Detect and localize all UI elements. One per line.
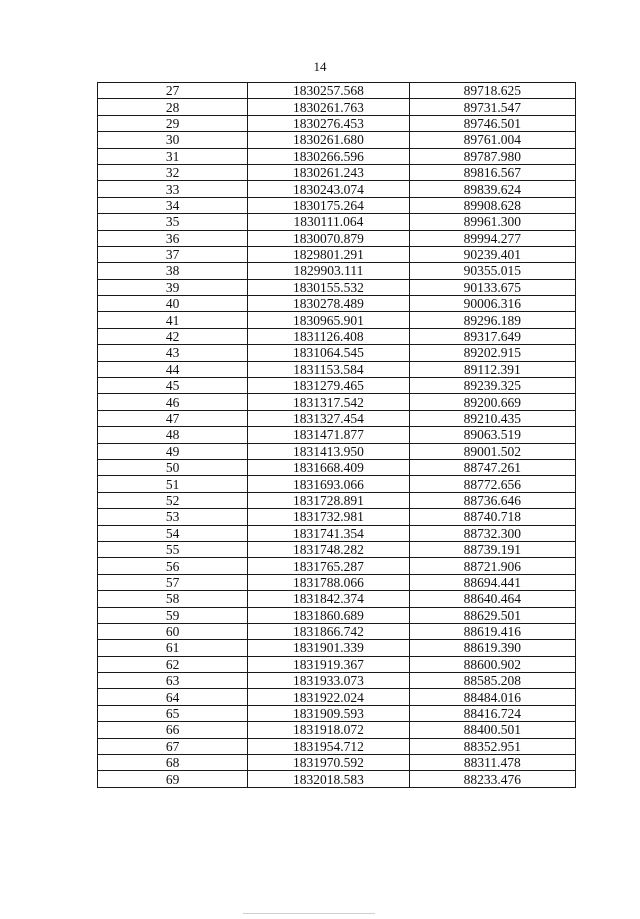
point-number-cell: 27 xyxy=(98,83,248,99)
x-coordinate-cell: 1831748.282 xyxy=(248,541,409,557)
x-coordinate-cell: 1831919.367 xyxy=(248,656,409,672)
point-number-cell: 63 xyxy=(98,673,248,689)
y-coordinate-cell: 88600.902 xyxy=(409,656,575,672)
point-number-cell: 55 xyxy=(98,541,248,557)
point-number-cell: 49 xyxy=(98,443,248,459)
y-coordinate-cell: 89317.649 xyxy=(409,328,575,344)
x-coordinate-cell: 1830965.901 xyxy=(248,312,409,328)
y-coordinate-cell: 89994.277 xyxy=(409,230,575,246)
y-coordinate-cell: 89961.300 xyxy=(409,214,575,230)
table-row xyxy=(98,443,576,459)
y-coordinate-cell: 89731.547 xyxy=(409,99,575,115)
point-number-cell: 59 xyxy=(98,607,248,623)
point-number-cell: 36 xyxy=(98,230,248,246)
point-number-cell: 51 xyxy=(98,476,248,492)
x-coordinate-cell: 1829903.111 xyxy=(248,263,409,279)
table-row xyxy=(98,394,576,410)
y-coordinate-cell: 88585.208 xyxy=(409,673,575,689)
table-row xyxy=(98,312,576,328)
x-coordinate-cell: 1831668.409 xyxy=(248,459,409,475)
y-coordinate-cell: 88629.501 xyxy=(409,607,575,623)
x-coordinate-cell: 1830257.568 xyxy=(248,83,409,99)
x-coordinate-cell: 1831317.542 xyxy=(248,394,409,410)
point-number-cell: 35 xyxy=(98,214,248,230)
table-row xyxy=(98,755,576,771)
y-coordinate-cell: 88640.464 xyxy=(409,591,575,607)
table-row xyxy=(98,296,576,312)
point-number-cell: 61 xyxy=(98,640,248,656)
y-coordinate-cell: 88311.478 xyxy=(409,755,575,771)
x-coordinate-cell: 1830111.064 xyxy=(248,214,409,230)
point-number-cell: 33 xyxy=(98,181,248,197)
table-row xyxy=(98,574,576,590)
point-number-cell: 37 xyxy=(98,246,248,262)
y-coordinate-cell: 89239.325 xyxy=(409,378,575,394)
table-row xyxy=(98,410,576,426)
y-coordinate-cell: 89001.502 xyxy=(409,443,575,459)
y-coordinate-cell: 88736.646 xyxy=(409,492,575,508)
table-row xyxy=(98,230,576,246)
table-row xyxy=(98,148,576,164)
point-number-cell: 58 xyxy=(98,591,248,607)
bottom-divider xyxy=(243,913,375,914)
table-row xyxy=(98,345,576,361)
table-row xyxy=(98,328,576,344)
point-number-cell: 52 xyxy=(98,492,248,508)
x-coordinate-cell: 1832018.583 xyxy=(248,771,409,787)
table-row xyxy=(98,361,576,377)
coordinates-table xyxy=(97,82,576,788)
y-coordinate-cell: 88484.016 xyxy=(409,689,575,705)
y-coordinate-cell: 88772.656 xyxy=(409,476,575,492)
x-coordinate-cell: 1831279.465 xyxy=(248,378,409,394)
table-row xyxy=(98,279,576,295)
y-coordinate-cell: 88400.501 xyxy=(409,722,575,738)
point-number-cell: 53 xyxy=(98,509,248,525)
y-coordinate-cell: 88352.951 xyxy=(409,738,575,754)
x-coordinate-cell: 1831471.877 xyxy=(248,427,409,443)
point-number-cell: 47 xyxy=(98,410,248,426)
x-coordinate-cell: 1830155.532 xyxy=(248,279,409,295)
x-coordinate-cell: 1831922.024 xyxy=(248,689,409,705)
x-coordinate-cell: 1831866.742 xyxy=(248,623,409,639)
y-coordinate-cell: 88740.718 xyxy=(409,509,575,525)
table-row xyxy=(98,673,576,689)
x-coordinate-cell: 1831126.408 xyxy=(248,328,409,344)
point-number-cell: 46 xyxy=(98,394,248,410)
coordinates-table-body xyxy=(98,83,576,788)
table-row xyxy=(98,541,576,557)
x-coordinate-cell: 1831413.950 xyxy=(248,443,409,459)
x-coordinate-cell: 1830278.489 xyxy=(248,296,409,312)
x-coordinate-cell: 1831933.073 xyxy=(248,673,409,689)
x-coordinate-cell: 1830175.264 xyxy=(248,197,409,213)
x-coordinate-cell: 1831970.592 xyxy=(248,755,409,771)
point-number-cell: 28 xyxy=(98,99,248,115)
table-row xyxy=(98,83,576,99)
y-coordinate-cell: 88694.441 xyxy=(409,574,575,590)
x-coordinate-cell: 1829801.291 xyxy=(248,246,409,262)
x-coordinate-cell: 1831918.072 xyxy=(248,722,409,738)
point-number-cell: 45 xyxy=(98,378,248,394)
y-coordinate-cell: 88233.476 xyxy=(409,771,575,787)
table-row xyxy=(98,427,576,443)
x-coordinate-cell: 1831954.712 xyxy=(248,738,409,754)
point-number-cell: 65 xyxy=(98,705,248,721)
point-number-cell: 60 xyxy=(98,623,248,639)
x-coordinate-cell: 1830070.879 xyxy=(248,230,409,246)
point-number-cell: 48 xyxy=(98,427,248,443)
table-row xyxy=(98,459,576,475)
point-number-cell: 64 xyxy=(98,689,248,705)
table-row xyxy=(98,246,576,262)
y-coordinate-cell: 89718.625 xyxy=(409,83,575,99)
table-row xyxy=(98,738,576,754)
table-row xyxy=(98,181,576,197)
point-number-cell: 30 xyxy=(98,132,248,148)
point-number-cell: 40 xyxy=(98,296,248,312)
x-coordinate-cell: 1830261.763 xyxy=(248,99,409,115)
y-coordinate-cell: 90239.401 xyxy=(409,246,575,262)
y-coordinate-cell: 89296.189 xyxy=(409,312,575,328)
y-coordinate-cell: 90006.316 xyxy=(409,296,575,312)
y-coordinate-cell: 89816.567 xyxy=(409,164,575,180)
x-coordinate-cell: 1831728.891 xyxy=(248,492,409,508)
table-row xyxy=(98,689,576,705)
y-coordinate-cell: 89112.391 xyxy=(409,361,575,377)
table-row xyxy=(98,591,576,607)
x-coordinate-cell: 1830266.596 xyxy=(248,148,409,164)
point-number-cell: 34 xyxy=(98,197,248,213)
y-coordinate-cell: 90133.675 xyxy=(409,279,575,295)
point-number-cell: 67 xyxy=(98,738,248,754)
table-row xyxy=(98,509,576,525)
table-row xyxy=(98,525,576,541)
point-number-cell: 32 xyxy=(98,164,248,180)
table-row xyxy=(98,722,576,738)
x-coordinate-cell: 1831842.374 xyxy=(248,591,409,607)
table-row xyxy=(98,640,576,656)
y-coordinate-cell: 88732.300 xyxy=(409,525,575,541)
table-row xyxy=(98,263,576,279)
y-coordinate-cell: 89761.004 xyxy=(409,132,575,148)
y-coordinate-cell: 88619.416 xyxy=(409,623,575,639)
point-number-cell: 68 xyxy=(98,755,248,771)
x-coordinate-cell: 1831901.339 xyxy=(248,640,409,656)
table-row xyxy=(98,492,576,508)
y-coordinate-cell: 89200.669 xyxy=(409,394,575,410)
x-coordinate-cell: 1831741.354 xyxy=(248,525,409,541)
y-coordinate-cell: 89202.915 xyxy=(409,345,575,361)
x-coordinate-cell: 1831064.545 xyxy=(248,345,409,361)
table-row xyxy=(98,115,576,131)
point-number-cell: 56 xyxy=(98,558,248,574)
table-row xyxy=(98,214,576,230)
table-row xyxy=(98,132,576,148)
x-coordinate-cell: 1831860.689 xyxy=(248,607,409,623)
point-number-cell: 50 xyxy=(98,459,248,475)
x-coordinate-cell: 1831327.454 xyxy=(248,410,409,426)
x-coordinate-cell: 1831909.593 xyxy=(248,705,409,721)
point-number-cell: 39 xyxy=(98,279,248,295)
table-row xyxy=(98,99,576,115)
point-number-cell: 41 xyxy=(98,312,248,328)
point-number-cell: 38 xyxy=(98,263,248,279)
y-coordinate-cell: 88721.906 xyxy=(409,558,575,574)
table-row xyxy=(98,558,576,574)
point-number-cell: 29 xyxy=(98,115,248,131)
y-coordinate-cell: 89908.628 xyxy=(409,197,575,213)
point-number-cell: 54 xyxy=(98,525,248,541)
y-coordinate-cell: 89063.519 xyxy=(409,427,575,443)
y-coordinate-cell: 88747.261 xyxy=(409,459,575,475)
table-row xyxy=(98,476,576,492)
y-coordinate-cell: 88619.390 xyxy=(409,640,575,656)
x-coordinate-cell: 1831693.066 xyxy=(248,476,409,492)
table-row xyxy=(98,705,576,721)
x-coordinate-cell: 1831788.066 xyxy=(248,574,409,590)
x-coordinate-cell: 1830276.453 xyxy=(248,115,409,131)
y-coordinate-cell: 89210.435 xyxy=(409,410,575,426)
y-coordinate-cell: 89787.980 xyxy=(409,148,575,164)
y-coordinate-cell: 90355.015 xyxy=(409,263,575,279)
y-coordinate-cell: 88416.724 xyxy=(409,705,575,721)
table-row xyxy=(98,164,576,180)
x-coordinate-cell: 1830243.074 xyxy=(248,181,409,197)
page-number: 14 xyxy=(313,59,327,74)
table-row xyxy=(98,623,576,639)
x-coordinate-cell: 1831765.287 xyxy=(248,558,409,574)
table-row xyxy=(98,771,576,787)
y-coordinate-cell: 88739.191 xyxy=(409,541,575,557)
y-coordinate-cell: 89746.501 xyxy=(409,115,575,131)
x-coordinate-cell: 1831153.584 xyxy=(248,361,409,377)
table-row xyxy=(98,656,576,672)
x-coordinate-cell: 1830261.680 xyxy=(248,132,409,148)
table-row xyxy=(98,197,576,213)
point-number-cell: 62 xyxy=(98,656,248,672)
point-number-cell: 69 xyxy=(98,771,248,787)
table-row xyxy=(98,378,576,394)
x-coordinate-cell: 1830261.243 xyxy=(248,164,409,180)
point-number-cell: 44 xyxy=(98,361,248,377)
point-number-cell: 66 xyxy=(98,722,248,738)
y-coordinate-cell: 89839.624 xyxy=(409,181,575,197)
table-row xyxy=(98,607,576,623)
point-number-cell: 57 xyxy=(98,574,248,590)
point-number-cell: 43 xyxy=(98,345,248,361)
point-number-cell: 42 xyxy=(98,328,248,344)
x-coordinate-cell: 1831732.981 xyxy=(248,509,409,525)
point-number-cell: 31 xyxy=(98,148,248,164)
